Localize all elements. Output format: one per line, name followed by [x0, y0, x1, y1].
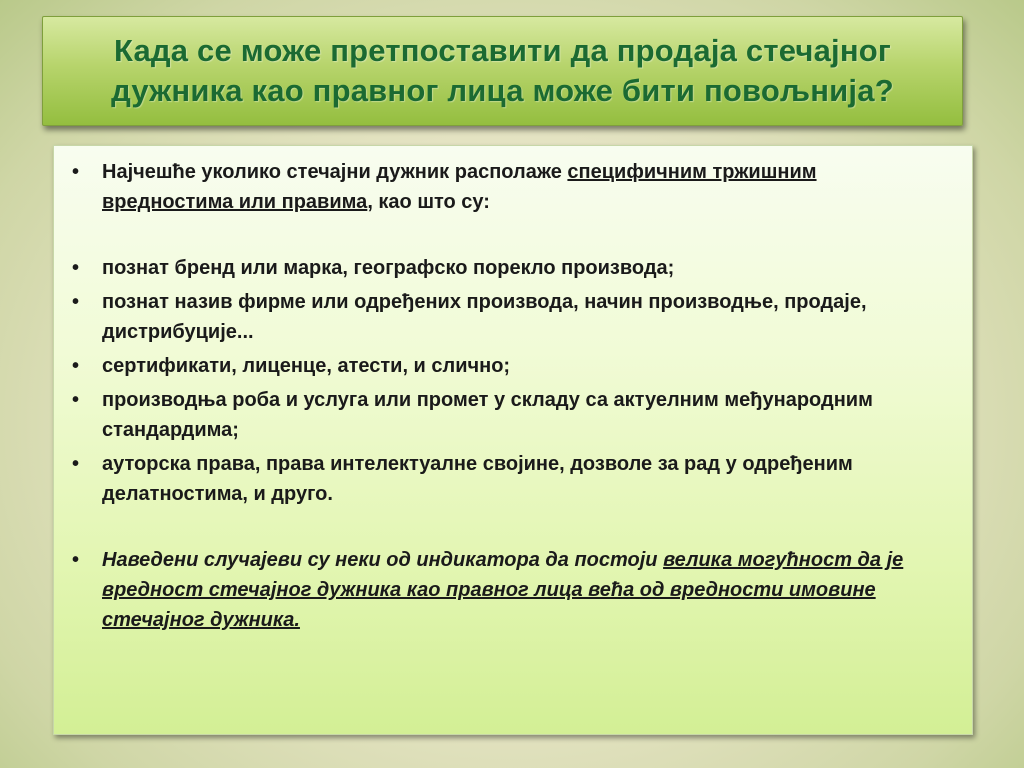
- bullet-item: [66, 449, 950, 509]
- bullet-text: познат бренд или марка, географско порекло производа;: [102, 257, 675, 279]
- bullet-icon: •: [72, 389, 80, 411]
- slide-content-box: [53, 145, 973, 735]
- bullet-icon: •: [72, 161, 80, 183]
- bullet-item: [66, 385, 950, 445]
- bullet-underlined-phrase: специфичним тржишним вредностима или правима: [102, 161, 817, 213]
- bullet-icon: •: [72, 355, 80, 377]
- slide-title-box: [42, 16, 963, 126]
- bullet-list: [66, 157, 950, 635]
- bullet-icon: •: [72, 257, 80, 279]
- bullet-icon: •: [72, 291, 80, 313]
- bullet-item: [66, 287, 950, 347]
- slide-title: Када се може претпоставити да продаја стечајног дужника као правног лица може бити повољнија?: [111, 32, 894, 108]
- bullet-item-intro: [66, 157, 950, 217]
- bullet-text: ауторска права, права интелектуалне својине, дозволе за рад у одређеним делатностима, и друго.: [102, 453, 853, 505]
- bullet-text-intro-end: , као што су:: [367, 191, 490, 213]
- bullet-underlined-conclusion: велика могућност да је вредност стечајног дужника као правног лица већа од вредности имовине стечајног дужника.: [102, 549, 904, 631]
- bullet-text-conclusion: Наведени случајеви су неки од индикатора да постоји: [102, 549, 664, 571]
- bullet-text: сертификати, лиценце, атести, и слично;: [102, 355, 511, 377]
- bullet-item-conclusion: [66, 545, 950, 635]
- bullet-item: [66, 253, 950, 283]
- bullet-item: [66, 351, 950, 381]
- bullet-icon: •: [72, 453, 80, 475]
- bullet-text: производња роба и услуга или промет у складу са актуелним међународним стандардима;: [102, 389, 873, 441]
- bullet-text: познат назив фирме или одређених производа, начин производње, продаје, дистрибуције...: [102, 291, 867, 343]
- bullet-icon: •: [72, 549, 80, 571]
- bullet-text-intro: Најчешће уколико стечајни дужник располаже: [102, 161, 568, 183]
